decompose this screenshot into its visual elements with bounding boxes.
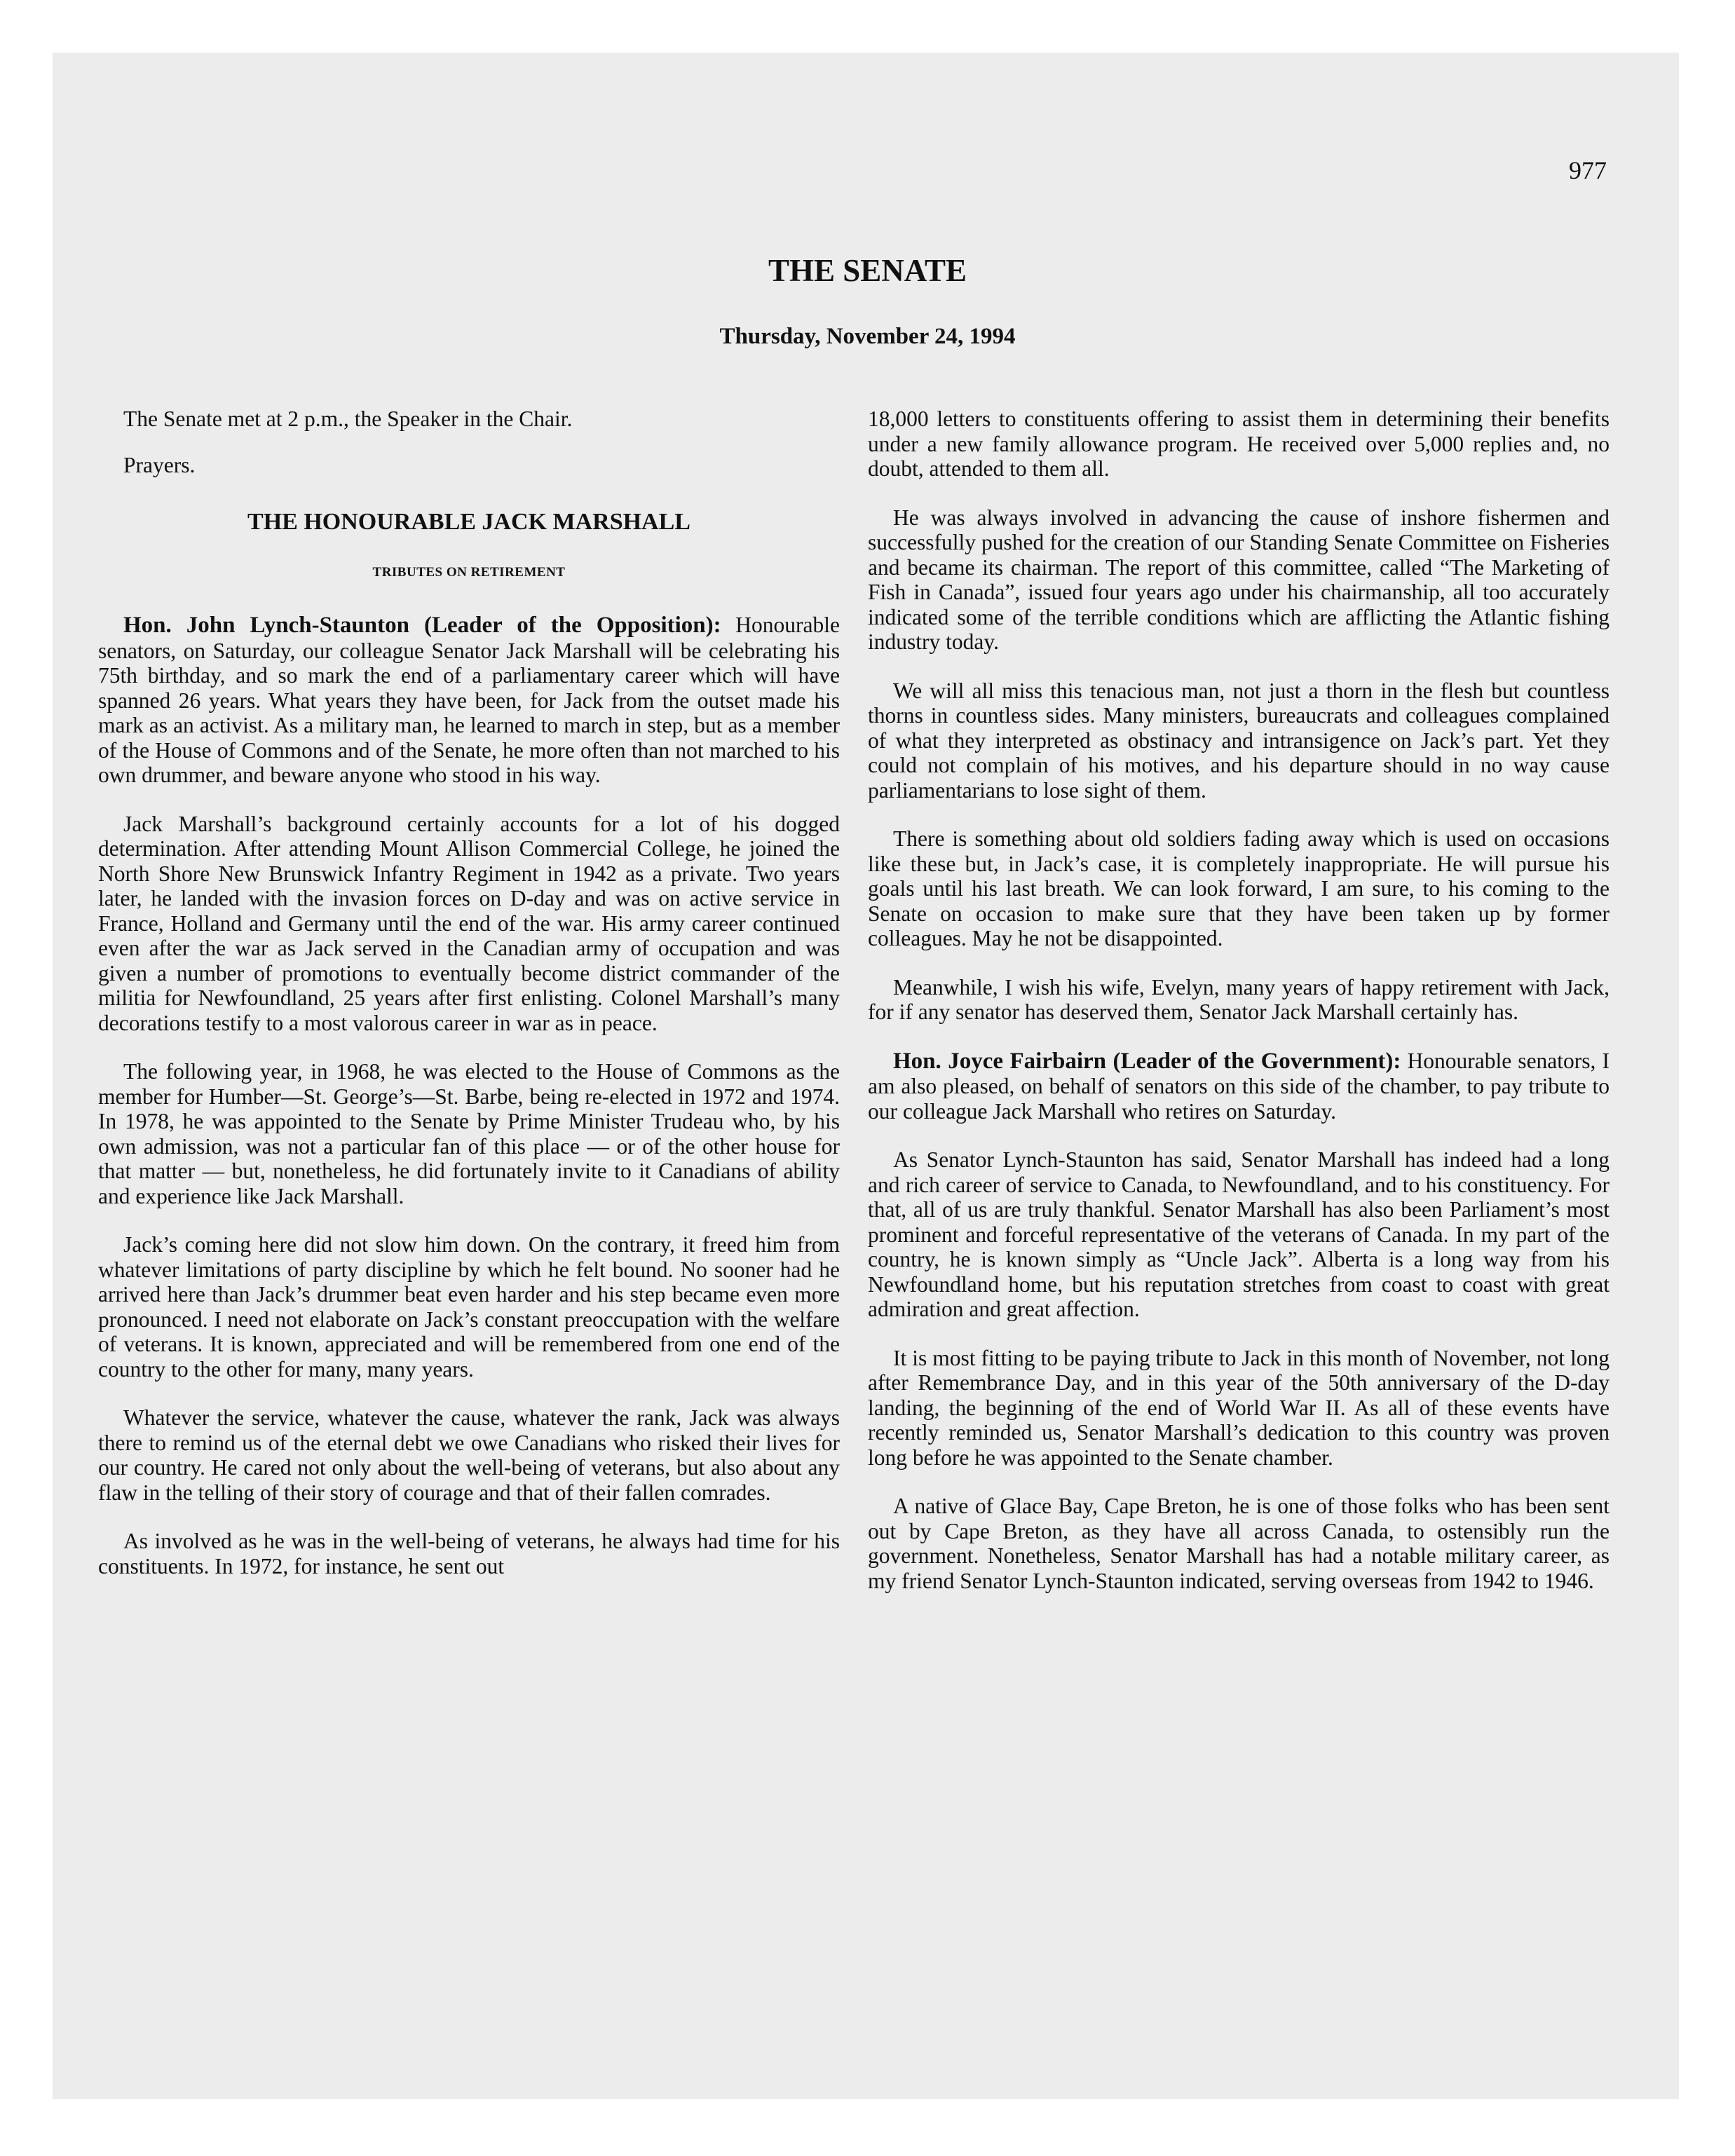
speaker-name: Hon. Joyce Fairbairn (Leader of the Government): [893, 1048, 1401, 1074]
page-title: THE SENATE [768, 253, 967, 288]
paragraph: Whatever the service, whatever the cause, whatever the rank, Jack was always there to remind us of the eternal debt we owe Canadians who risked their lives for our country. He cared not only about the well-being of veterans, but also about any flaw in the telling of their story of courage and that of their fallen comrades. [98, 1405, 840, 1505]
left-column [98, 407, 840, 1602]
paragraph: As Senator Lynch-Staunton has said, Senator Marshall has indeed had a long and rich career of service to Canada, to Newfoundland, and to his constituency. For that, all of us are truly thankful. Senator Marshall has also been Parliament’s most prominent and forceful representative of the veterans of Canada. In my part of the country, he is known simply as “Uncle Jack”. Alberta is a long way from his Newfoundland home, but his reputation stretches from coast to coast with great admiration and great affection. [868, 1147, 1610, 1321]
opening-line: The Senate met at 2 p.m., the Speaker in the Chair. [123, 407, 573, 431]
page-number: 977 [1569, 156, 1607, 184]
paragraph: We will all miss this tenacious man, not just a thorn in the flesh but countless thorns in countless sides. Many ministers, bureaucrats and colleagues complained of what they interpreted as obstinacy and intransigence on Jack’s part. Yet they could not complain of his motives, and his departure should in no way cause parliamentarians to lose sight of them. [868, 678, 1610, 803]
paragraph: Meanwhile, I wish his wife, Evelyn, many years of happy retirement with Jack, for if any senator has deserved them, Senator Jack Marshall certainly has. [868, 974, 1610, 1024]
paragraph: A native of Glace Bay, Cape Breton, he is one of those folks who has been sent out by Cape Breton, as they have all across Canada, to ostensibly run the government. Nonetheless, Senator Marshall has had a notable military career, as my friend Senator Lynch-Staunton indicated, serving overseas from 1942 to 1946. [868, 1494, 1610, 1593]
paragraph: It is most fitting to be paying tribute to Jack in this month of November, not long after Remembrance Day, and in this year of the 50th anniversary of the D-day landing, the beginning of the end of World War II. As all of these events have recently reminded us, Senator Marshall’s dedication to this country was proven long before he was appointed to the Senate chamber. [868, 1345, 1610, 1470]
sitting-date: Thursday, November 24, 1994 [719, 324, 1016, 349]
right-column [868, 407, 1610, 1617]
paragraph: There is something about old soldiers fading away which is used on occasions like these but, in Jack’s case, it is completely inappropriate. He will pursue his goals until his last breath. We can look forward, I am sure, to his coming to the Senate on occasion to make sure that they have been taken up by former colleagues. May he not be disappointed. [868, 826, 1610, 950]
paragraph: Jack’s coming here did not slow him down. On the contrary, it freed him from whatever limitations of party discipline by which he felt bound. No sooner had he arrived here than Jack’s drummer beat even harder and his step became even more pronounced. I need not elaborate on Jack’s constant preoccupation with the welfare of veterans. It is known, appreciated and will be remembered from one end of the country to the other for many, many years. [98, 1232, 840, 1381]
prayers-line: Prayers. [123, 452, 196, 477]
paragraph-text: Honourable senators, on Saturday, our colleague Senator Jack Marshall will be celebrating his 75th birthday, and so mark the end of a parliamentary career which will have spanned 26 years. What years they have been, for Jack from the outset made his mark as an activist. As a military man, he learned to march in step, but as a member of the House of Commons and of the Senate, he more often than not marched to his own drummer, and beware anyone who stood in his way. [98, 613, 840, 787]
paragraph: He was always involved in advancing the cause of inshore fishermen and successfully pushed for the creation of our Standing Senate Committee on Fisheries and became its chairman. The report of this committee, called “The Marketing of Fish in Canada”, issued four years ago under his chairmanship, all too accurately indicated some of the terrible conditions which are afflicting the Atlantic fishing industry today. [868, 505, 1610, 654]
paragraph-text: Honourable senators, I am also pleased, on behalf of senators on this side of the chamber, to pay tribute to our colleague Jack Marshall who retires on Saturday. [868, 1048, 1610, 1124]
speaker-name: Hon. John Lynch-Staunton (Leader of the Opposition): [123, 613, 721, 638]
section-heading: THE HONOURABLE JACK MARSHALL [247, 509, 690, 535]
paragraph: The following year, in 1968, he was elected to the House of Commons as the member for Humber—St. George’s—St. Barbe, being re-elected in 1972 and 1974. In 1978, he was appointed to the Senate by Prime Minister Trudeau who, by his own admission, was not a particular fan of this place — or of the other house for that matter — but, nonetheless, he did fortunately invite to it Canadians of ability and experience like Jack Marshall. [98, 1059, 840, 1208]
paragraph [868, 1049, 1610, 1124]
paragraph: 18,000 letters to constituents offering to assist them in determining their benefits under a new family allowance program. He received over 5,000 replies and, no doubt, attended to them all. [868, 407, 1610, 481]
paragraph [98, 613, 840, 788]
paragraph: As involved as he was in the well-being of veterans, he always had time for his constituents. In 1972, for instance, he sent out [98, 1529, 840, 1578]
section-subheading: TRIBUTES ON RETIREMENT [372, 564, 566, 580]
paragraph: Jack Marshall’s background certainly accounts for a lot of his dogged determination. After attending Mount Allison Commercial College, he joined the North Shore New Brunswick Infantry Regiment in 1942 as a private. Two years later, he landed with the invasion forces on D-day and was on active service in France, Holland and Germany until the end of the war. His army career continued even after the war as Jack served in the Canadian army of occupation and was given a number of promotions to eventually become district commander of the militia for Newfoundland, 25 years after first enlisting. Colonel Marshall’s many decorations testify to a most valorous career in war as in peace. [98, 811, 840, 1035]
